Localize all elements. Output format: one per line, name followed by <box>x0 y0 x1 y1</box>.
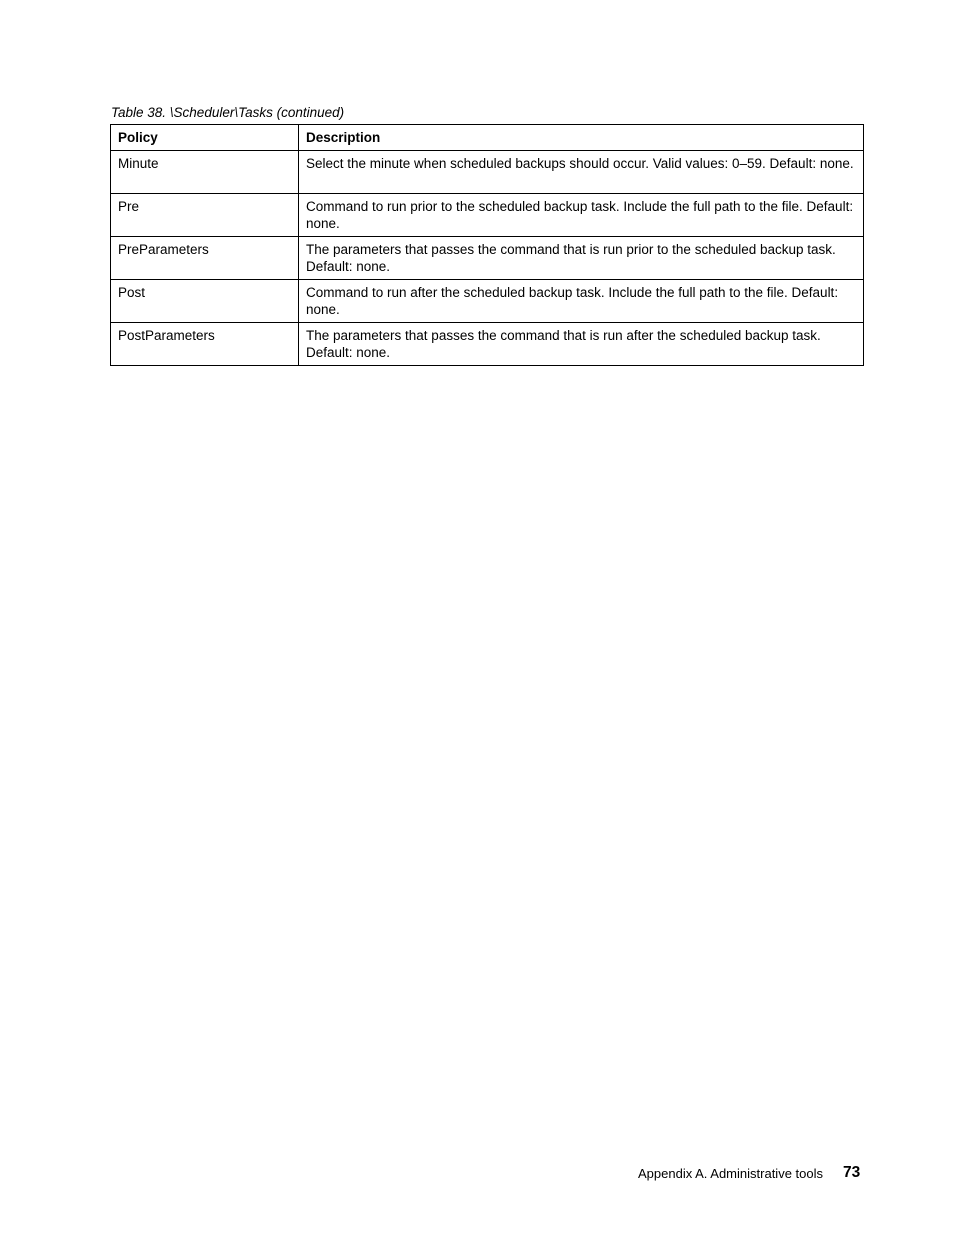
table-header <box>111 125 864 151</box>
policy-cell: Minute <box>111 151 299 194</box>
description-cell: The parameters that passes the command that is run after the scheduled backup task. Default: none. <box>299 323 864 366</box>
policy-cell: PostParameters <box>111 323 299 366</box>
header-row <box>111 125 864 151</box>
column-header-description: Description <box>299 125 864 151</box>
description-cell: Command to run prior to the scheduled backup task. Include the full path to the file. Default: none. <box>299 194 864 237</box>
table-caption: Table 38. \Scheduler\Tasks (continued) <box>111 105 345 120</box>
column-header-policy: Policy <box>111 125 299 151</box>
policy-cell: Post <box>111 280 299 323</box>
policy-cell: PreParameters <box>111 237 299 280</box>
description-cell: The parameters that passes the command that is run prior to the scheduled backup task. Default: none. <box>299 237 864 280</box>
description-cell: Select the minute when scheduled backups should occur. Valid values: 0–59. Default: none. <box>299 151 864 194</box>
table-row <box>111 237 864 280</box>
table-row <box>111 323 864 366</box>
description-cell: Command to run after the scheduled backup task. Include the full path to the file. Default: none. <box>299 280 864 323</box>
policy-table <box>110 124 864 366</box>
page-number: 73 <box>843 1164 861 1181</box>
policy-cell: Pre <box>111 194 299 237</box>
table-row <box>111 151 864 194</box>
table-row <box>111 194 864 237</box>
table-row <box>111 280 864 323</box>
table-body <box>111 151 864 366</box>
footer-section-title: Appendix A. Administrative tools <box>638 1166 823 1181</box>
